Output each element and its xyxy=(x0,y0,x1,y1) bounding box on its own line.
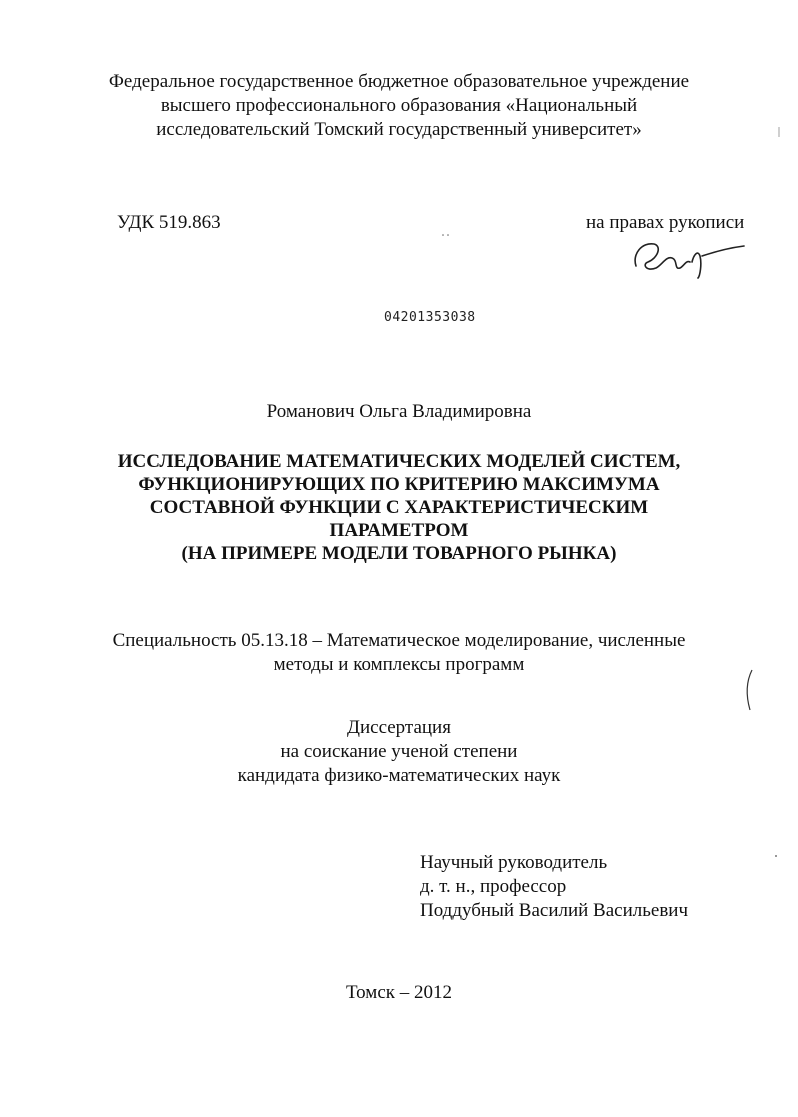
supervisor-line-1: Научный руководитель xyxy=(420,852,608,873)
title-line-2: ФУНКЦИОНИРУЮЩИХ ПО КРИТЕРИЮ МАКСИМУМА xyxy=(138,474,660,495)
dissertation-line-3: кандидата физико-математических наук xyxy=(237,765,561,786)
margin-mark xyxy=(740,668,760,712)
scan-speck xyxy=(440,232,452,238)
archive-number: 04201353038 xyxy=(384,310,476,325)
institution-header xyxy=(0,70,798,142)
specialty-line-1: Специальность 05.13.18 – Математическое моделирование, численные xyxy=(112,630,686,651)
udc-code: УДК 519.863 xyxy=(117,212,221,233)
scan-speck xyxy=(772,852,780,860)
scan-speck xyxy=(776,126,782,138)
title-line-5: (НА ПРИМЕРЕ МОДЕЛИ ТОВАРНОГО РЫНКА) xyxy=(181,543,617,564)
title-line-4: ПАРАМЕТРОМ xyxy=(329,520,469,541)
city-year: Томск – 2012 xyxy=(345,982,452,1003)
dissertation-degree xyxy=(0,716,798,788)
supervisor-block xyxy=(420,851,688,923)
dissertation-line-2: на соискание ученой степени xyxy=(280,741,518,762)
supervisor-line-3: Поддубный Василий Васильевич xyxy=(420,900,689,921)
institution-line-3: исследовательский Томский государственный университет» xyxy=(156,119,642,140)
specialty xyxy=(0,629,798,677)
institution-line-1: Федеральное государственное бюджетное образовательное учреждение xyxy=(108,71,690,92)
dissertation-title xyxy=(0,450,798,565)
institution-line-2: высшего профессионального образования «Национальный xyxy=(160,95,638,116)
dissertation-line-1: Диссертация xyxy=(347,717,451,738)
author-name: Романович Ольга Владимировна xyxy=(266,401,532,422)
manuscript-rights: на правах рукописи xyxy=(586,212,745,233)
title-line-3: СОСТАВНОЙ ФУНКЦИИ С ХАРАКТЕРИСТИЧЕСКИМ xyxy=(149,497,649,518)
supervisor-line-2: д. т. н., профессор xyxy=(420,876,567,897)
handwritten-signature xyxy=(628,232,748,280)
title-line-1: ИССЛЕДОВАНИЕ МАТЕМАТИЧЕСКИХ МОДЕЛЕЙ СИСТЕМ, xyxy=(117,451,681,472)
specialty-line-2: методы и комплексы программ xyxy=(273,654,525,675)
